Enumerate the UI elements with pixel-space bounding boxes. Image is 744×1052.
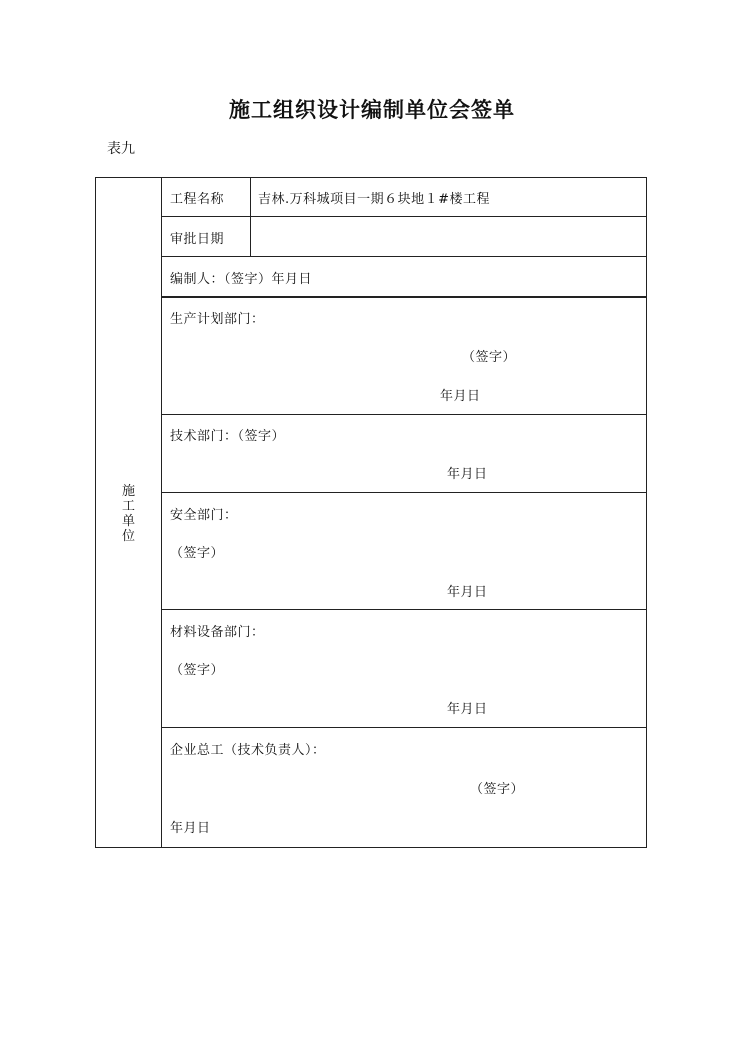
safety-dept-sign: （签字） — [170, 546, 225, 561]
row-divider — [161, 492, 647, 493]
chief-engineer-date: 年月日 — [170, 821, 211, 836]
chief-engineer-sign: （签字） — [470, 782, 525, 797]
row-divider — [161, 414, 647, 415]
project-name-label: 工程名称 — [170, 192, 225, 207]
table-number: 表九 — [107, 141, 135, 157]
row-divider — [161, 256, 647, 257]
material-dept-date: 年月日 — [447, 702, 488, 717]
side-label-char: 工 — [121, 499, 135, 514]
construction-unit-label — [95, 484, 162, 544]
production-dept-sign: （签字） — [462, 350, 517, 365]
row-divider — [161, 727, 647, 728]
side-label-char: 施 — [121, 484, 135, 499]
compiler-signature: 编制人：（签字）年月日 — [170, 272, 313, 287]
production-dept-label: 生产计划部门： — [170, 312, 265, 327]
side-label-char: 单 — [121, 514, 135, 529]
technical-dept-label: 技术部门：（签字） — [170, 429, 286, 444]
production-dept-date: 年月日 — [440, 389, 481, 404]
technical-dept-date: 年月日 — [447, 467, 488, 482]
row-divider — [161, 216, 647, 217]
row-divider — [161, 609, 647, 610]
page-title: 施工组织设计编制单位会签单 — [229, 97, 515, 122]
side-label-char: 位 — [121, 529, 135, 544]
safety-dept-label: 安全部门： — [170, 508, 238, 523]
chief-engineer-label: 企业总工（技术负责人）： — [170, 743, 326, 758]
material-dept-sign: （签字） — [170, 663, 225, 678]
project-name-value: 吉林.万科城项目一期６块地１#楼工程 — [258, 192, 491, 207]
safety-dept-date: 年月日 — [447, 585, 488, 600]
approval-date-label: 审批日期 — [170, 232, 225, 247]
material-dept-label: 材料设备部门： — [170, 625, 265, 640]
row-divider — [161, 296, 647, 298]
